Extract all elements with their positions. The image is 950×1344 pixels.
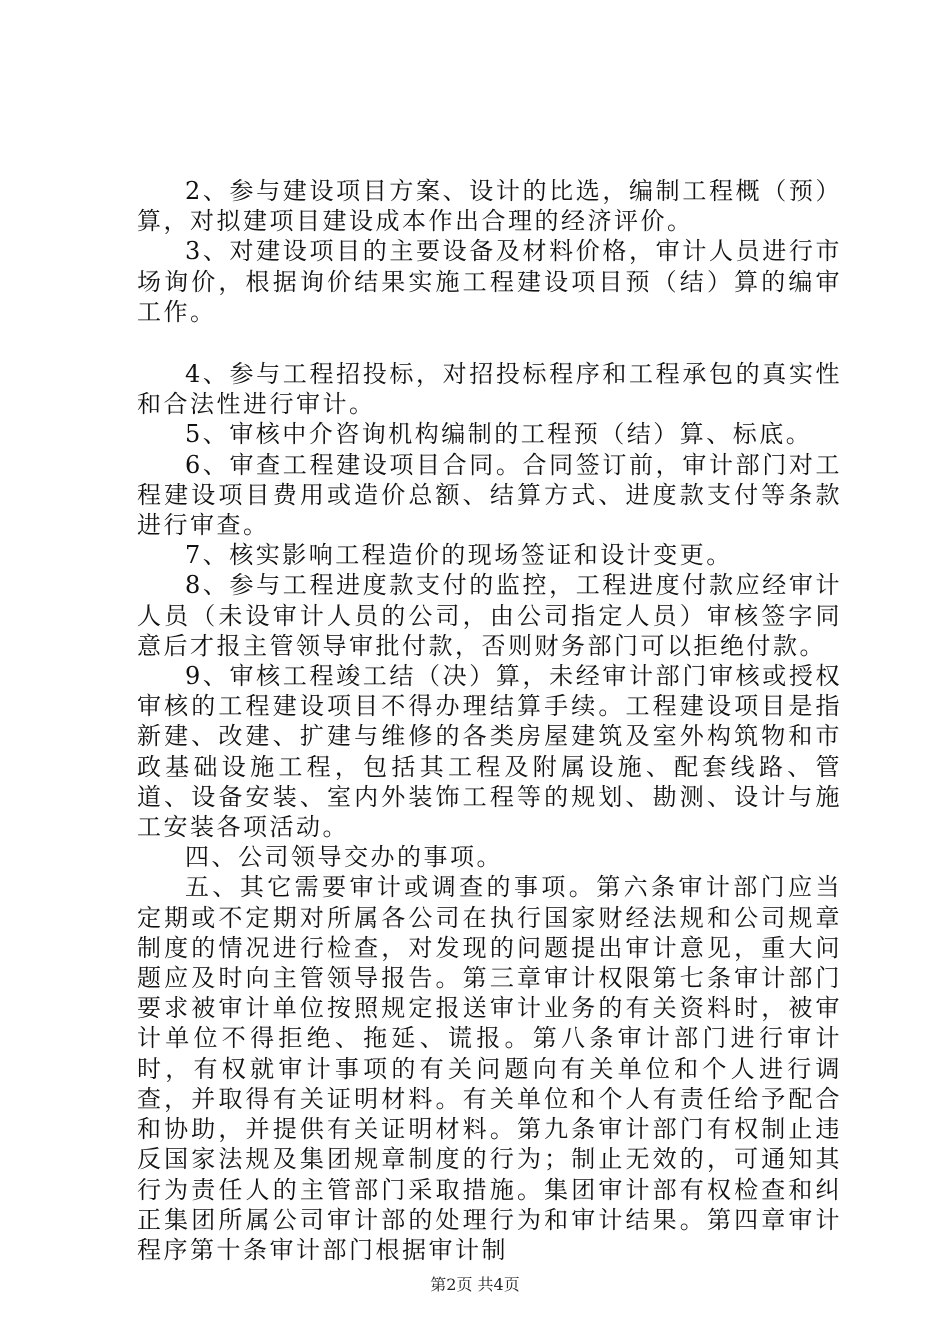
paragraph-item-5: 5、审核中介咨询机构编制的工程预（结）算、标底。: [185, 420, 813, 449]
paragraph-section-five: 五、其它需要审计或调查的事项。第六条审计部门应当定期或不定期对所属各公司在执行国家财经法规和公司规章制度的情况进行检查，对发现的问题提出审计意见，重大问题应及时向主管领导报告。第三章审计权限第七条审计部门要求被审计单位按照规定报送审计业务的有关资料时，被审计单位不得拒绝、拖延、谎报。第八条审计部门进行审计时，有权就审计事项的有关问题向有关单位和个人进行调查，并取得有关证明材料。有关单位和个人有责任给予配合和协助，并提供有关证明材料。第九条审计部门有权制止违反国家法规及集团规章制度的行为；制止无效的，可通知其行为责任人的主管部门采取措施。集团审计部有权检查和纠正集团所属公司审计部的处理行为和审计结果。第四章审计程序第十条审计部门根据审计制: [137, 873, 842, 1264]
document-body: [137, 176, 842, 1265]
paragraph-item-4: 4、参与工程招投标，对招投标程序和工程承包的真实性和合法性进行审计。: [137, 360, 842, 419]
paragraph-item-7: 7、核实影响工程造价的现场签证和设计变更。: [185, 541, 733, 570]
page-number: 第2页 共4页: [430, 1275, 520, 1294]
paragraph-item-9: 9、审核工程竣工结（决）算，未经审计部门审核或授权审核的工程建设项目不得办理结算手续。工程建设项目是指新建、改建、扩建与维修的各类房屋建筑及室外构筑物和市政基础设施工程，包括其工程及附属设施、配套线路、管道、设备安装、室内外装饰工程等的规划、勘测、设计与施工安装各项活动。: [137, 662, 842, 842]
paragraph-section-four: 四、公司领导交办的事项。: [185, 843, 503, 872]
paragraph-item-2: 2、参与建设项目方案、设计的比选，编制工程概（预）算，对拟建项目建设成本作出合理的经济评价。: [137, 177, 842, 236]
paragraph-item-8: 8、参与工程进度款支付的监控，工程进度付款应经审计人员（未设审计人员的公司，由公司指定人员）审核签字同意后才报主管领导审批付款，否则财务部门可以拒绝付款。: [137, 571, 842, 660]
paragraph-gap: [137, 327, 842, 359]
page-footer: [0, 1272, 950, 1295]
paragraph-item-6: 6、审查工程建设项目合同。合同签订前，审计部门对工程建设项目费用或造价总额、结算方式、进度款支付等条款进行审查。: [137, 450, 842, 540]
paragraph-item-3: 3、对建设项目的主要设备及材料价格，审计人员进行市场询价，根据询价结果实施工程建设项目预（结）算的编审工作。: [137, 237, 842, 326]
